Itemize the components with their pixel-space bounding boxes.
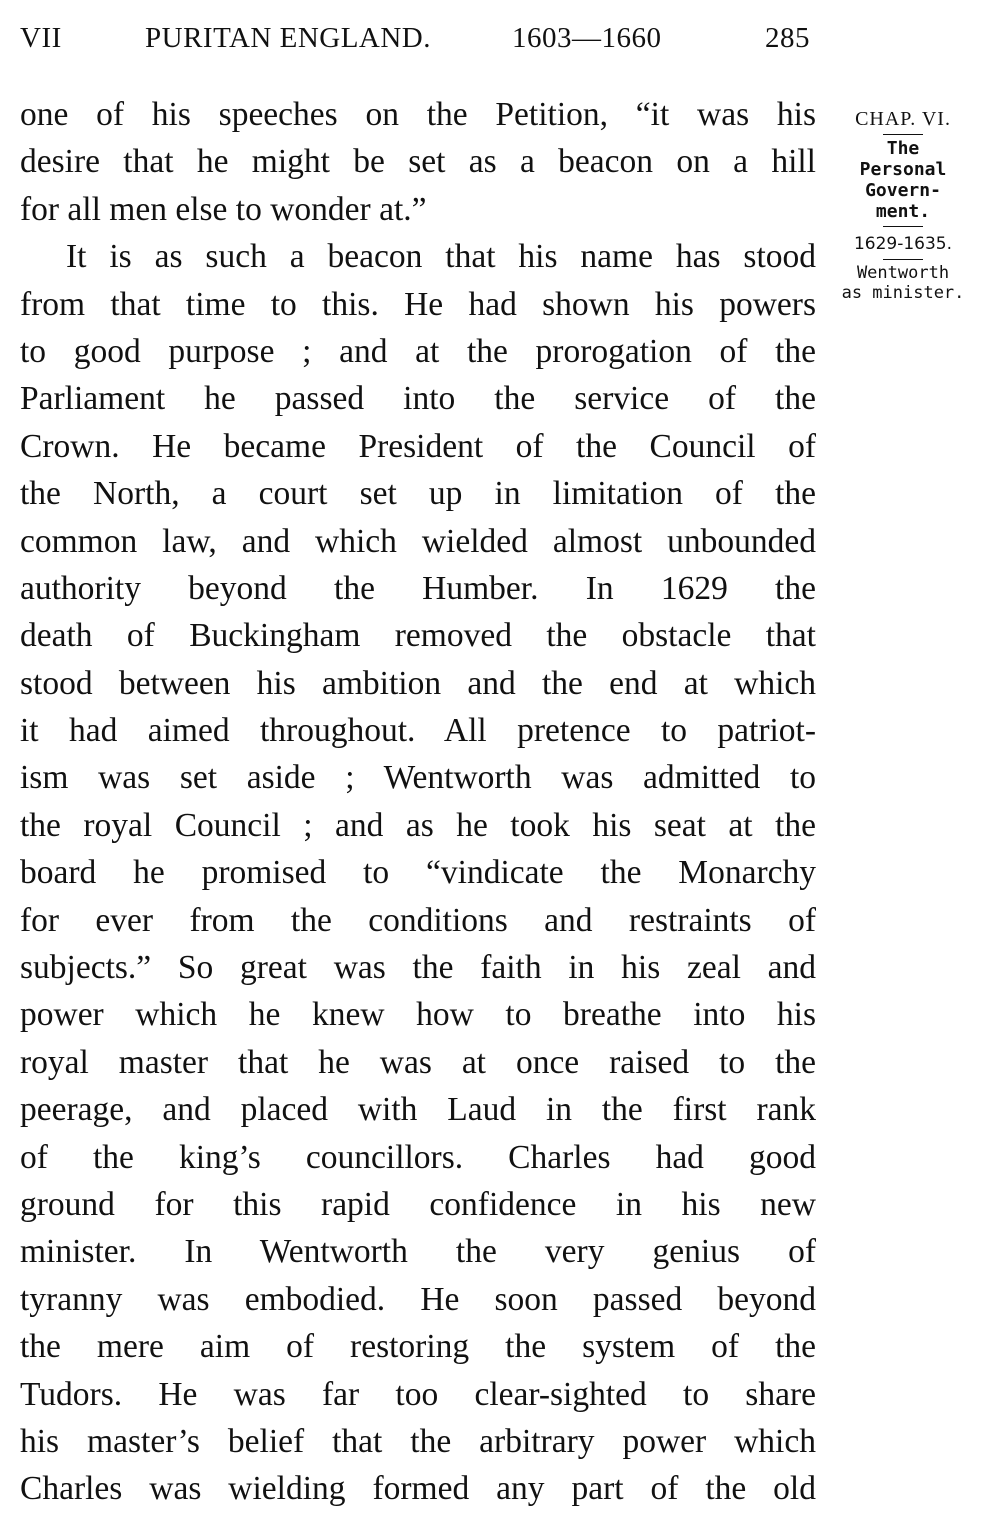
text-line: tyranny was embodied. He soon passed beyond [20, 1280, 816, 1318]
text-line: for all men else to wonder at.” [20, 190, 427, 228]
margin-subtopic-line: as minister. [841, 283, 965, 303]
text-line: common law, and which wielded almost unbounded [20, 522, 816, 560]
text-line: power which he knew how to breathe into his [20, 996, 816, 1034]
margin-divider [883, 226, 923, 227]
text-line: desire that he might be set as a beacon on a hill [20, 143, 816, 181]
text-line: subjects.” So great was the faith in his zeal and [20, 949, 816, 987]
margin-notes [828, 98, 978, 303]
text-line: from that time to this. He had shown his powers [20, 285, 816, 323]
text-line: authority beyond the Humber. In 1629 the [20, 569, 816, 607]
margin-topic-line: The [886, 138, 920, 159]
text-line: stood between his ambition and the end at which [20, 664, 816, 702]
margin-subtopic-line: Wentworth [856, 263, 950, 283]
text-line: Crown. He became President of the Council of [20, 427, 816, 465]
running-head [20, 22, 820, 62]
margin-topic-line: Personal [859, 159, 947, 180]
text-line: one of his speeches on the Petition, “it was his [20, 96, 816, 133]
text-line: for ever from the conditions and restraints of [20, 901, 816, 939]
text-line: Tudors. He was far too clear-sighted to share [20, 1375, 816, 1413]
text-line: board he promised to “vindicate the Monarchy [20, 854, 816, 892]
text-line: the mere aim of restoring the system of the [20, 1328, 816, 1366]
text-line: the North, a court set up in limitation of the [20, 475, 816, 513]
text-line: it had aimed throughout. All pretence to patriot- [20, 712, 816, 750]
margin-subtopic [828, 263, 978, 303]
margin-years: 1629-1635. [853, 234, 953, 254]
margin-divider [883, 134, 923, 135]
text-line: royal master that he was at once raised to the [20, 1043, 816, 1081]
text-line: death of Buckingham removed the obstacle that [20, 617, 816, 655]
text-line: It is as such a beacon that his name has stood [66, 238, 816, 276]
margin-topic [828, 138, 978, 222]
margin-topic-line: ment. [875, 201, 931, 222]
text-line: minister. In Wentworth the very genius of [20, 1233, 816, 1271]
text-line: the royal Council ; and as he took his seat at the [20, 806, 816, 844]
text-line: his master’s belief that the arbitrary power which [20, 1422, 816, 1460]
text-line: Parliament he passed into the service of the [20, 380, 816, 418]
book-title: PURITAN ENGLAND. [145, 22, 431, 54]
text-line: to good purpose ; and at the prorogation of the [20, 332, 816, 370]
page-number: 285 [765, 22, 810, 54]
text-line: Charles was wielding formed any part of the old [20, 1470, 816, 1508]
period-years: 1603—1660 [512, 22, 662, 54]
text-line: of the king’s councillors. Charles had good [20, 1138, 816, 1176]
body-text [20, 91, 816, 1513]
text-line: ism was set aside ; Wentworth was admitted to [20, 759, 816, 797]
text-line: ground for this rapid confidence in his new [20, 1185, 816, 1223]
margin-divider [883, 259, 923, 260]
margin-topic-line: Govern- [865, 180, 941, 201]
margin-chapter: CHAP. VI. [855, 108, 951, 130]
chapter-number: VII [20, 22, 62, 54]
text-line: peerage, and placed with Laud in the first rank [20, 1091, 816, 1129]
